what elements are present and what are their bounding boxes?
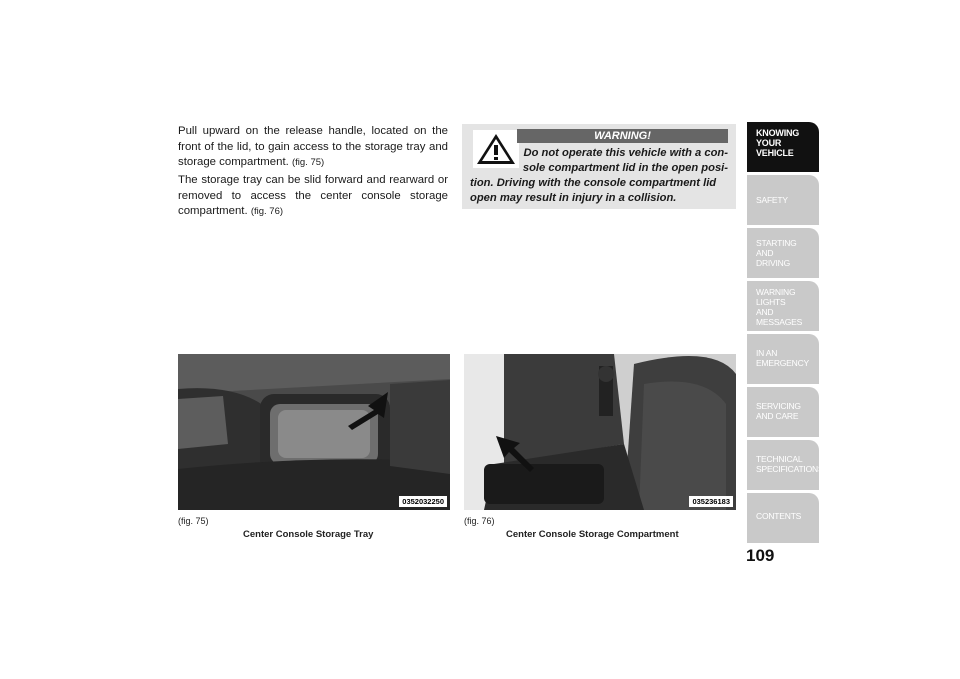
page-number: 109 xyxy=(746,546,775,565)
figure-caption: Center Console Storage Compartment xyxy=(506,529,679,540)
warning-title: WARNING! xyxy=(517,129,728,143)
tab-contents[interactable] xyxy=(747,493,819,543)
tab-label: KNOWING YOUR VEHICLE xyxy=(756,128,800,158)
figure-label: (fig. 76) xyxy=(464,516,495,526)
paragraph-text: Pull upward on the release handle, located on the front of the lid, to gain access to the storage tray and storage compartment. xyxy=(178,125,448,168)
warning-box xyxy=(462,124,736,209)
figure-caption: Center Console Storage Tray xyxy=(243,529,374,540)
figure-label: (fig. 75) xyxy=(178,516,209,526)
tab-knowing-your-vehicle[interactable] xyxy=(747,122,819,172)
tab-in-an-emergency[interactable] xyxy=(747,334,819,384)
tab-label: CONTENTS xyxy=(756,511,802,521)
photo-code: 035236183 xyxy=(689,496,733,507)
figure-photo-storage-compartment xyxy=(464,354,736,510)
tab-label: SAFETY xyxy=(756,195,788,205)
tab-label: TECHNICAL SPECIFICATIONS xyxy=(756,454,824,474)
warning-text-line: sole compartment lid in the open posi- xyxy=(522,162,728,174)
paragraph-release-handle xyxy=(178,124,448,171)
tab-technical-specifications[interactable] xyxy=(747,440,824,490)
figure-reference[interactable]: (fig. 76) xyxy=(250,206,284,217)
warning-triangle-icon xyxy=(473,130,519,168)
warning-text-line: Do not operate this vehicle with a con- xyxy=(523,147,728,159)
tab-label: SERVICING AND CARE xyxy=(756,401,801,421)
tab-starting-and-driving[interactable] xyxy=(747,228,819,278)
warning-text-line: tion. Driving with the console compartment lid xyxy=(470,177,717,189)
warning-text-line: open may result in injury in a collision. xyxy=(470,192,677,204)
paragraph-storage-tray xyxy=(178,173,448,220)
tab-label: WARNING LIGHTS AND MESSAGES xyxy=(756,287,803,327)
figure-reference[interactable]: (fig. 75) xyxy=(291,157,325,168)
tab-servicing-and-care[interactable] xyxy=(747,387,819,437)
tab-safety[interactable] xyxy=(747,175,819,225)
paragraph-text: The storage tray can be slid forward and rearward or removed to access the center console storage compartment. xyxy=(178,174,448,217)
tab-label: IN AN EMERGENCY xyxy=(756,348,809,368)
photo-code: 0352032250 xyxy=(399,496,447,507)
tab-warning-lights-and-messages[interactable] xyxy=(747,281,819,331)
tab-label: STARTING AND DRIVING xyxy=(756,238,797,268)
figure-photo-storage-tray xyxy=(178,354,450,510)
